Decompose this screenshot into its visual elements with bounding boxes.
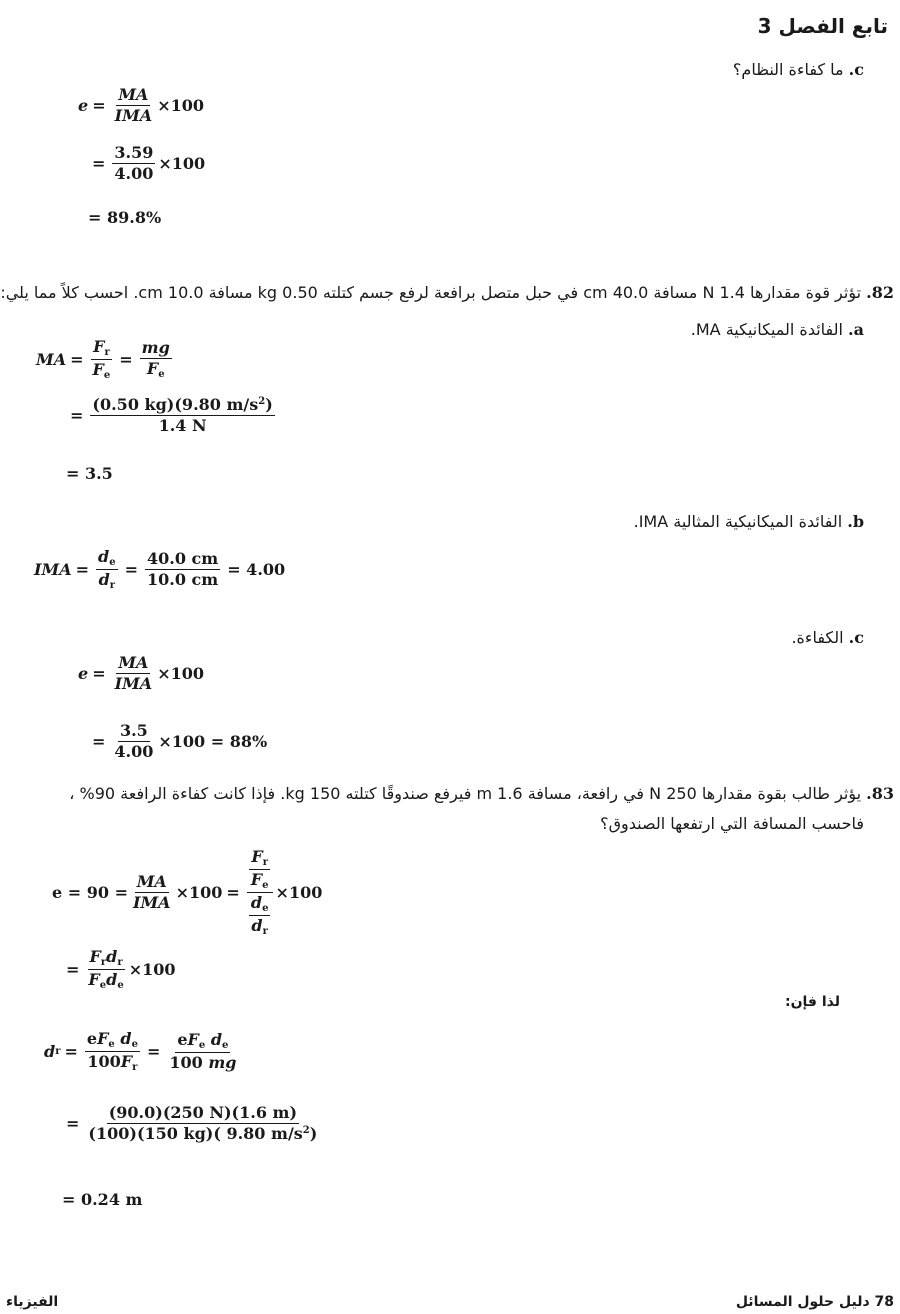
fraction-ma-ima: $\frac{MA}{\text{IMA}}$ xyxy=(114,85,153,125)
prev-c-eq3: = 89.8% xyxy=(88,208,162,227)
q82-a-result: = 3.5 xyxy=(66,464,113,483)
q82-c-eq2: = $\frac{3.5}{4.00}$ ×100 = 88% xyxy=(92,721,268,761)
fraction-359-400: $\frac{3.59}{4.00}$ xyxy=(114,143,154,183)
q83-therefore: لذا فإن: xyxy=(785,994,840,1010)
q83-statement-line2: فاحسب المسافة التي ارتفعها الصندوق؟ xyxy=(600,814,864,833)
q82-statement: 82. تؤثر قوة مقدارها 1.4 N مسافة 40.0 cm في حبل متصل برافعة لرفع جسم كتلته 0.50 kg مسافة 10.0 cm. احسب كلاً مما يلي: xyxy=(0,283,894,302)
q82-a-eq1: MA = $\frac{F_r}{F_e}$ = $\frac{mg}{F_e}$ xyxy=(36,337,170,381)
prev-c-eq1: e = $\frac{MA}{\text{IMA}}$ ×100 xyxy=(78,85,205,125)
q83-eq1: e = 90 = $\frac{MA}{\text{IMA}}$ ×100 = $\frac{\frac{F_r}{F_e}}{\frac{d_e}{d_r}}$ ×100 xyxy=(52,847,323,937)
q83-eq2: = $\frac{F_rd_r}{F_ed_e}$ ×100 xyxy=(66,947,176,991)
q83-eq3: d r = $\frac{eF_e d_e}{100F_r}$ = $\frac{eF_e d_e}{100 mg}$ xyxy=(44,1029,237,1073)
chapter-header: تابع الفصل 3 xyxy=(757,14,888,38)
prev-c-text: ما كفاءة النظام؟ xyxy=(732,60,844,79)
prev-c-letter: c. xyxy=(848,60,864,79)
footer-subject: الفيزياء xyxy=(6,1294,59,1310)
q82-a-question: a. الفائدة الميكانيكية MA. xyxy=(690,320,864,339)
q83-eq4: = $\frac{(90.0)(250 N)(1.6 m)}{(100)(150 kg)( 9.80 m/s^2)}$ xyxy=(66,1103,318,1143)
prev-c-eq2: = $\frac{3.59}{4.00}$ ×100 xyxy=(92,143,206,183)
q82-a-eq2: = $\frac{(0.50 kg)(9.80 m/s^2)}{1.4 N}$ xyxy=(70,395,273,435)
q82-c-eq1: e = $\frac{MA}{\text{IMA}}$ ×100 xyxy=(78,653,205,693)
q82-c-question: c. الكفاءة. xyxy=(791,628,864,647)
prev-c-question xyxy=(733,60,864,79)
q82-b-question: b. الفائدة الميكانيكية المثالية IMA. xyxy=(633,512,864,531)
q83-result: = 0.24 m xyxy=(62,1190,143,1209)
q82-b-eq: IMA = $\frac{d_e}{d_r}$ = $\frac{40.0 cm}{10.0 cm}$ = 4.00 xyxy=(34,547,286,591)
q83-statement-line1: 83. يؤثر طالب بقوة مقدارها 250 N في رافعة، مسافة 1.6 m فيرفع صندوقًا كتلته 150 kg. فإذا كانت كفاءة الرافعة 90% ، xyxy=(69,784,894,803)
footer-page-label: 78 دليل حلول المسائل xyxy=(735,1294,894,1310)
